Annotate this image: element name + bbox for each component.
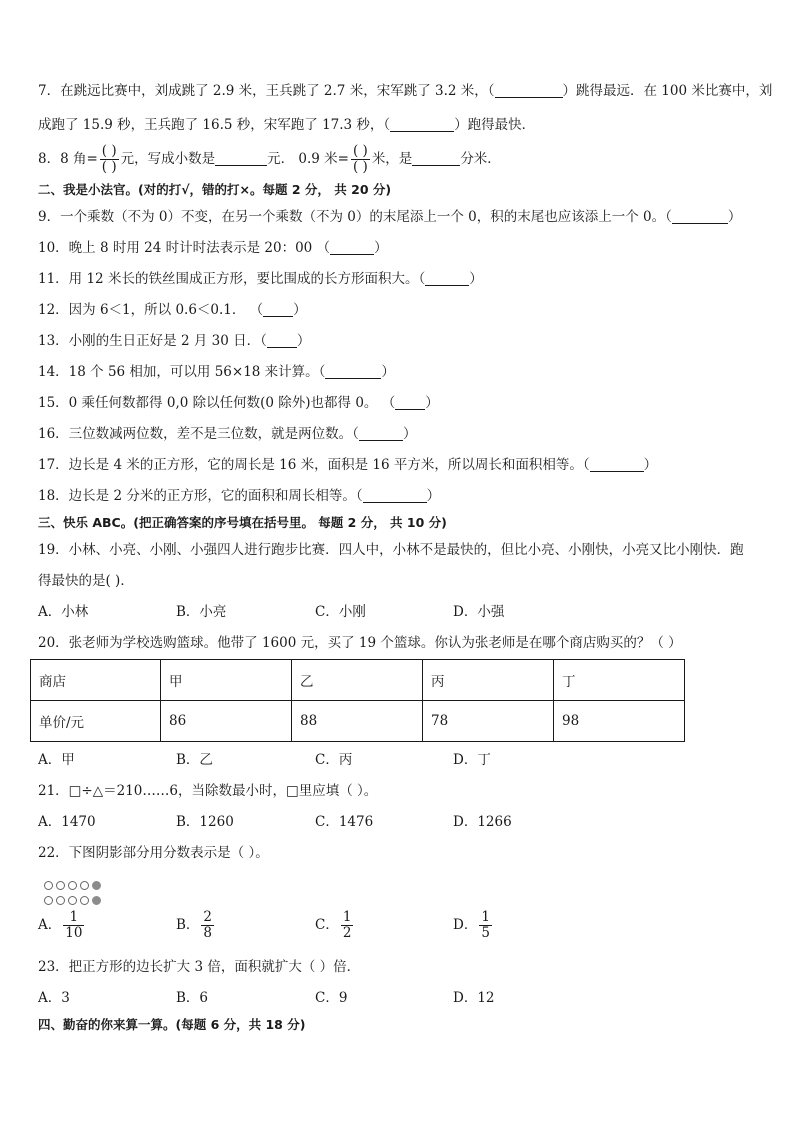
question-8-text-b: 元，写成小数是: [120, 151, 216, 167]
price-table: [30, 659, 685, 742]
bracket-close: ）: [425, 395, 439, 411]
table-header-cell: 商店: [31, 660, 161, 701]
option-b[interactable]: B．乙: [176, 752, 213, 768]
option-fraction: [63, 910, 84, 941]
fraction-numerator: 1: [342, 909, 352, 925]
option-b[interactable]: [176, 910, 216, 941]
option-c[interactable]: C．9: [315, 990, 348, 1006]
option-label: B．: [176, 917, 200, 933]
bracket-close: ）: [402, 426, 417, 442]
answer-blank[interactable]: [390, 117, 454, 132]
circle-icon: [56, 896, 65, 905]
question-8-text-d: 米，是: [371, 151, 413, 167]
circle-icon: [80, 881, 89, 890]
question-12: [38, 301, 307, 319]
question-14: [38, 363, 395, 381]
question-19-line-1: 19．小林、小亮、小刚、小强四人进行跑步比赛．四人中，小林不是最快的，但比小亮、小刚快，小亮又比小刚快．跑: [38, 542, 744, 558]
option-label: A．: [38, 917, 62, 933]
option-fraction: [201, 910, 214, 941]
table-header-cell: 甲: [161, 660, 292, 701]
option-c[interactable]: [315, 910, 355, 941]
answer-blank[interactable]: [325, 364, 381, 379]
question-13: [38, 332, 310, 350]
bracket-close: ）: [426, 488, 441, 504]
answer-blank[interactable]: [215, 151, 267, 166]
fraction-numerator: 1: [63, 910, 84, 926]
bracket-close: ）: [643, 457, 658, 473]
question-17: [38, 456, 657, 474]
fraction-blank[interactable]: [100, 144, 119, 175]
bracket-close: ）: [727, 209, 742, 225]
circle-icon: [56, 881, 65, 890]
question-text: 17．边长是 4 米的正方形，它的周长是 16 米，面积是 16 平方米，所以周长和面积相等。（: [38, 457, 590, 473]
question-8-text-a: 8．8 角=: [38, 151, 98, 167]
shaded-circle-icon: [92, 881, 101, 890]
question-9: [38, 208, 741, 226]
question-11: [38, 270, 483, 288]
question-19-line-2: 得最快的是( )．: [38, 573, 134, 589]
table-row: [31, 660, 685, 701]
bracket-close: ）: [381, 364, 395, 380]
option-a[interactable]: A．小林: [38, 604, 89, 620]
question-8-text-e: 分米．: [460, 151, 501, 167]
fraction-denominator: ( ): [352, 159, 368, 175]
option-c[interactable]: C．1476: [315, 814, 374, 830]
option-fraction: [341, 910, 354, 941]
answer-blank[interactable]: [395, 395, 425, 410]
question-text: 11．用 12 米长的铁丝围成正方形，要比围成的长方形面积大。（: [38, 271, 426, 287]
table-header-cell: 丁: [554, 660, 685, 701]
fraction-numerator: ( ): [352, 143, 368, 159]
bracket-close: ）: [293, 302, 307, 318]
fraction-blank[interactable]: [351, 144, 370, 175]
fraction-denominator: ( ): [101, 159, 117, 175]
option-fraction: [479, 910, 492, 941]
table-cell: 98: [554, 701, 685, 742]
fraction-denominator: 10: [65, 925, 83, 941]
answer-blank[interactable]: [495, 83, 563, 98]
answer-blank[interactable]: [330, 240, 374, 255]
table-header-cell: 乙: [292, 660, 423, 701]
answer-blank[interactable]: [425, 271, 469, 286]
question-text: 9．一个乘数（不为 0）不变，在另一个乘数（不为 0）的末尾添上一个 0，积的末尾也应该添上一个 0。（: [38, 209, 672, 225]
question-23: 23．把正方形的边长扩大 3 倍，面积就扩大（ ）倍．: [38, 959, 361, 975]
shaded-circle-icon: [92, 896, 101, 905]
table-cell: 单价/元: [31, 701, 161, 742]
circle-icon: [44, 881, 53, 890]
section-4-heading: 四、勤奋的你来算一算。(每题 6 分，共 18 分): [38, 1017, 306, 1032]
question-7-text-d: ）跑得最快．: [454, 117, 536, 133]
question-text: 16．三位数减两位数，差不是三位数，就是两位数。（: [38, 426, 359, 442]
bracket-close: ）: [296, 333, 311, 349]
table-header-cell: 丙: [423, 660, 554, 701]
answer-blank[interactable]: [267, 333, 297, 348]
question-7-line-2: [38, 116, 535, 134]
question-10: [38, 239, 388, 257]
table-cell: 88: [292, 701, 423, 742]
answer-blank[interactable]: [590, 457, 644, 472]
option-b[interactable]: B．1260: [176, 814, 234, 830]
question-8-text-c: 元． 0.9 米=: [267, 151, 349, 167]
answer-blank[interactable]: [672, 209, 728, 224]
answer-blank[interactable]: [363, 488, 427, 503]
section-2-heading: 二、我是小法官。(对的打√，错的打×。每题 2 分， 共 20 分): [38, 182, 392, 197]
option-d[interactable]: D．小强: [453, 604, 505, 620]
option-label: D．: [453, 917, 478, 933]
question-18: [38, 487, 440, 505]
question-text: 15．0 乘任何数都得 0,0 除以任何数(0 除外)也都得 0。 （: [38, 395, 396, 411]
question-20: 20．张老师为学校选购篮球。他带了 1600 元，买了 19 个篮球。你认为张老师是在哪个商店购买的？（ ）: [38, 635, 682, 651]
question-text: 13．小刚的生日正好是 2 月 30 日．（: [38, 333, 267, 349]
option-label: C．: [315, 917, 339, 933]
section-3-heading: 三、快乐 ABC。(把正确答案的序号填在括号里。 每题 2 分， 共 10 分): [38, 515, 447, 530]
circle-icon: [68, 896, 77, 905]
circle-figure-row-1: [44, 878, 104, 894]
question-7-line-1: [38, 82, 772, 100]
question-7-text-b: ）跳得最远．在 100 米比赛中，刘: [562, 83, 773, 99]
question-8: [38, 141, 501, 177]
answer-blank[interactable]: [412, 151, 460, 166]
fraction-denominator: 8: [203, 925, 213, 941]
fraction-numerator: ( ): [101, 143, 117, 159]
circle-icon: [80, 896, 89, 905]
option-d[interactable]: [453, 910, 494, 941]
question-16: [38, 425, 416, 443]
option-d[interactable]: D．1266: [453, 814, 512, 830]
fraction-denominator: 5: [481, 925, 490, 941]
fraction-denominator: 2: [342, 925, 352, 941]
answer-blank[interactable]: [263, 302, 293, 317]
bracket-close: ）: [469, 271, 483, 287]
option-d[interactable]: D．丁: [453, 752, 491, 768]
circle-figure-row-2: [44, 893, 104, 909]
option-d[interactable]: D．12: [453, 990, 495, 1006]
question-22: 22．下图阴影部分用分数表示是（ ）。: [38, 845, 269, 861]
circle-icon: [68, 881, 77, 890]
bracket-close: ）: [374, 240, 388, 256]
option-a[interactable]: A．1470: [38, 814, 96, 830]
question-15: [38, 394, 439, 412]
option-c[interactable]: C．丙: [315, 752, 353, 768]
question-text: 14．18 个 56 相加，可以用 56×18 来计算。（: [38, 364, 326, 380]
table-row: [31, 701, 685, 742]
question-21: 21．□÷△＝210……6，当除数最小时，□里应填（ ）。: [38, 783, 378, 799]
question-7-text-a: 7．在跳远比赛中，刘成跳了 2.9 米，王兵跳了 2.7 米，宋军跳了 3.2 米，（: [38, 83, 495, 99]
question-text: 12．因为 6＜1，所以 0.6＜0.1． （: [38, 302, 264, 318]
option-a[interactable]: A．3: [38, 990, 70, 1006]
fraction-numerator: 1: [481, 909, 490, 925]
question-text: 10．晚上 8 时用 24 时计时法表示是 20：00 （: [38, 240, 331, 256]
circle-icon: [44, 896, 53, 905]
fraction-numerator: 2: [203, 909, 213, 925]
option-b[interactable]: B．小亮: [176, 604, 227, 620]
table-cell: 78: [423, 701, 554, 742]
option-c[interactable]: C．小刚: [315, 604, 366, 620]
question-text: 18．边长是 2 分米的正方形，它的面积和周长相等。（: [38, 488, 363, 504]
option-b[interactable]: B．6: [176, 990, 209, 1006]
answer-blank[interactable]: [359, 426, 403, 441]
question-7-text-c: 成跑了 15.9 秒，王兵跑了 16.5 秒，宋军跑了 17.3 秒，（: [38, 117, 391, 133]
table-cell: 86: [161, 701, 292, 742]
option-a[interactable]: A．甲: [38, 752, 75, 768]
option-a[interactable]: [38, 910, 86, 941]
